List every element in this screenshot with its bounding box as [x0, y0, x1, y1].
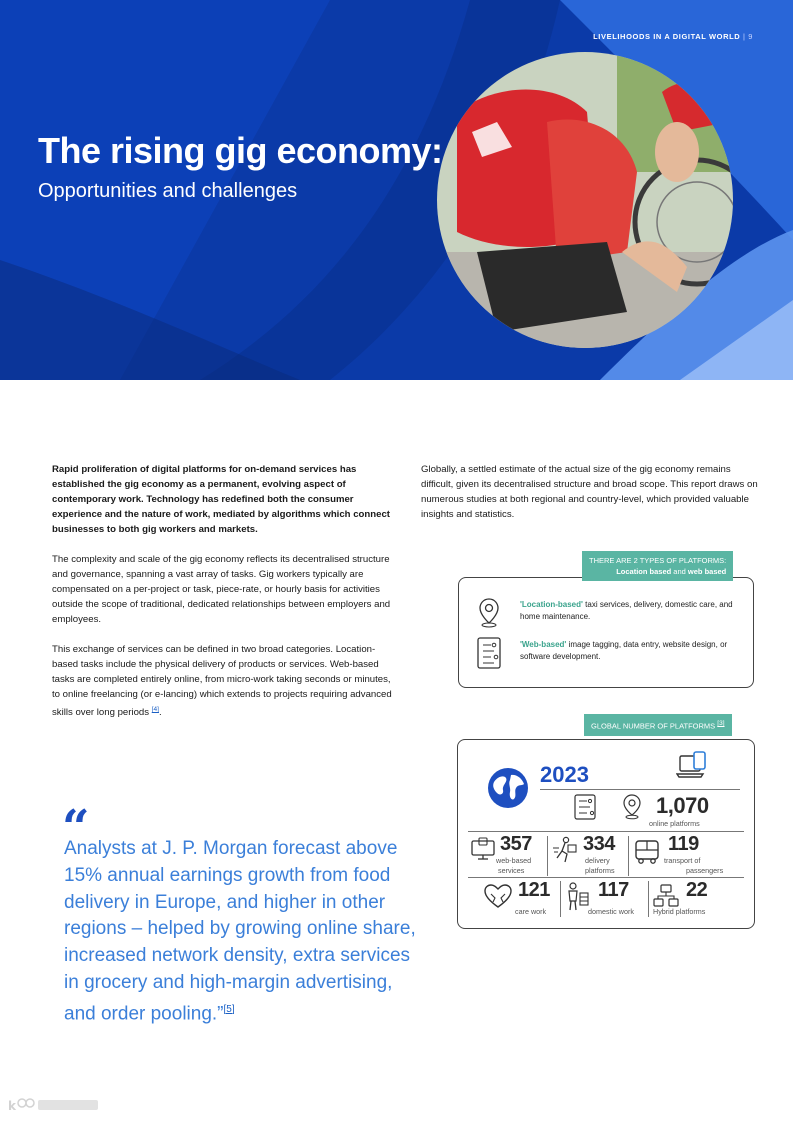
web-tasks-icon — [573, 793, 599, 821]
web-based-services-value: 357 — [500, 833, 532, 855]
year-label: 2023 — [540, 762, 589, 787]
delivery-platforms-label — [585, 856, 615, 876]
paragraph-global-estimate: Globally, a settled estimate of the actual size of the gig economy remains difficult, given its decentralised structure and broad scope. This report draws on numerous studies at both regional and country-level, which provided valuable insights and statistics. — [421, 464, 758, 520]
watermark-logo — [8, 1096, 104, 1118]
monitor-icon — [470, 836, 496, 862]
web-based-services-label — [496, 856, 531, 876]
domestic-work-label: domestic work — [588, 907, 634, 916]
hero-banner — [0, 0, 793, 380]
divider-top — [540, 789, 740, 790]
location-pin-icon — [475, 596, 503, 630]
global-platforms-tag-text: GLOBAL NUMBER OF PLATFORMS — [591, 721, 716, 731]
delivery-label-line1: delivery — [585, 856, 610, 865]
hybrid-network-icon — [652, 883, 680, 909]
web-based-label-line1: web-based — [496, 856, 532, 865]
network-document-icon — [475, 636, 503, 670]
global-platforms-tag — [584, 714, 732, 736]
care-work-value: 121 — [518, 879, 550, 901]
paragraph-categories-text: This exchange of services can be defined in two broad categories. Location-based tasks include the physical delivery of products or services. Web-based tasks are completed entirely online, from micro-work taking seconds or minutes, to online freelancing (or e-lancing) which extends to projects requiring advanced skills over long periods — [52, 644, 392, 719]
paragraph-complexity: The complexity and scale of the gig economy reflects its decentralised structure and governance, spanning a vast array of tasks. Gig workers typically are compensated on a per-project or task, piece-rate, or hourly basis for activities outside the scope of traditional, dedicated relationships between employers and employees. — [52, 554, 391, 625]
bus-icon — [633, 838, 661, 866]
transport-label-line2: passengers — [686, 866, 724, 875]
web-based-desc: image tagging, data entry, website design, or software development. — [520, 640, 728, 661]
total-platforms-value: 1,070 — [656, 793, 709, 818]
page-subtitle: Opportunities and challenges — [38, 180, 298, 202]
location-icon — [620, 793, 644, 821]
location-based-label: 'Location-based' — [520, 600, 583, 609]
domestic-work-value: 117 — [598, 879, 629, 901]
hybrid-platforms-label: Hybrid platforms — [653, 907, 706, 916]
lead-paragraph: Rapid proliferation of digital platforms for on-demand services has established the gig economy as a permanent, evolving aspect of contemporary work. Technology has redefined both the consumer experience and the nature of work, mediated by algorithms which connect businesses to both gig workers and markets. — [52, 464, 390, 535]
paragraph-end: . — [158, 707, 162, 719]
divider-v3 — [560, 881, 561, 917]
divider-v1 — [547, 836, 548, 876]
left-column — [52, 462, 392, 735]
pull-quote-text: Analysts at J. P. Morgan forecast above 15% annual earnings growth from food delivery in Europe, and higher in other regions – helped by growing online share, increased network density, extra services in grocery and high-margin advertising, and order pooling.” — [64, 838, 416, 1025]
citation-link-5[interactable]: [5] — [223, 1003, 235, 1015]
tag-and: and — [671, 567, 688, 576]
pull-quote — [64, 836, 429, 1028]
care-heart-hands-icon — [482, 881, 514, 913]
domestic-worker-icon — [564, 881, 590, 913]
web-based-label: 'Web-based' — [520, 640, 567, 649]
running-head: LIVELIHOODS IN A DIGITAL WORLD | 9 — [593, 32, 753, 41]
quote-mark-icon: “ — [62, 800, 90, 856]
platform-types-tag — [582, 551, 733, 581]
total-platforms-label: online platforms — [649, 819, 700, 828]
hybrid-platforms-value: 22 — [686, 879, 708, 901]
right-column — [421, 462, 761, 522]
svg-text:k: k — [8, 1099, 17, 1113]
divider-v2 — [628, 836, 629, 876]
watermark-logo-icon — [8, 1096, 104, 1114]
transport-label-line1: transport of — [664, 856, 701, 865]
globe-icon — [486, 766, 530, 810]
location-based-desc: taxi services, delivery, domestic care, and home maintenance. — [520, 600, 733, 621]
citation-link-3[interactable]: [3] — [717, 720, 725, 727]
transport-label — [664, 856, 723, 876]
delivery-label-line2: platforms — [585, 866, 615, 875]
tag-location-based: Location based — [616, 567, 672, 576]
divider-lower — [468, 877, 744, 878]
transport-value: 119 — [668, 833, 699, 855]
platform-types-box — [458, 577, 754, 688]
global-platforms-box — [457, 739, 755, 929]
care-work-label: care work — [515, 907, 547, 916]
citation-link-4[interactable]: [4] — [151, 706, 159, 713]
laptop-phone-icon — [676, 750, 708, 782]
delivery-platforms-value: 334 — [583, 833, 615, 855]
running-head-title: LIVELIHOODS IN A DIGITAL WORLD — [593, 32, 741, 41]
divider-v4 — [648, 881, 649, 917]
platform-types-tag-line1: THERE ARE 2 TYPES OF PLATFORMS: — [589, 556, 727, 565]
delivery-courier-icon — [552, 836, 578, 864]
web-based-label-line2: services — [498, 866, 525, 875]
page-number: 9 — [748, 32, 753, 41]
tag-web-based: web based — [687, 567, 727, 576]
paragraph-categories — [52, 642, 392, 720]
divider-middle — [468, 831, 744, 832]
courier-photo — [437, 52, 733, 348]
page-title: The rising gig economy: — [38, 130, 443, 171]
